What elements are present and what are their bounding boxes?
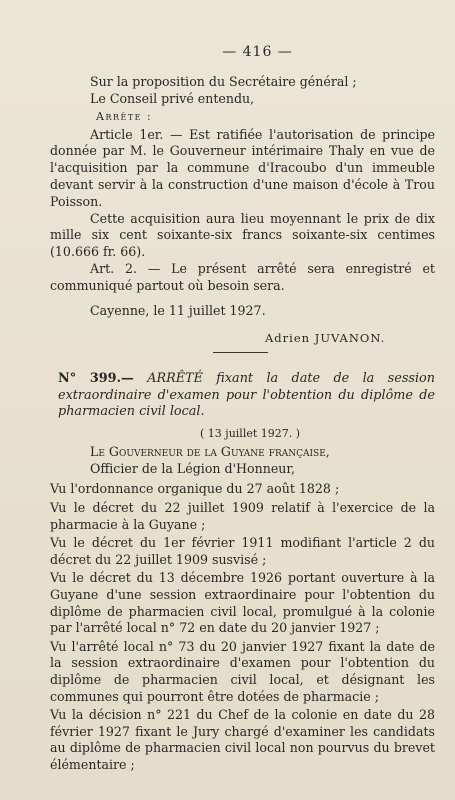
arrete-title: ARRÊTÉ fixant la date de la session extraordinaire d'examen pour l'obtention du diplôme de pharmacien civil local. (58, 371, 435, 420)
arrete-label: Arrête : (96, 109, 153, 123)
section-divider (213, 352, 268, 353)
signature: Adrien JUVANON. (265, 331, 386, 346)
intro-proposition: Sur la proposition du Secrétaire général ; (90, 74, 357, 89)
article-1: Article 1er. — Est ratifiée l'autorisation de principe donnée par M. le Gouverneur intérimaire Thaly en vue de l'acquisition par la commune d'Iracoubo d'un immeuble devant servir à la construction d'une maison d'école à Trou Poisson. (50, 126, 435, 209)
vu-decret-1911: Vu le décret du 1er février 1911 modifiant l'article 2 du décret du 22 juillet 1909 susvisé ; (50, 535, 435, 567)
vu-decret-1926: Vu le décret du 13 décembre 1926 portant ouverture à la Guyane d'une session extraordinaire pour l'obtention du diplôme de pharmacien civil local, promulgué à la colonie par l'arrêté local n° 72 en date du 20 janvier 1927 ; (50, 570, 435, 636)
governor-honour: Officier de la Légion d'Honneur, (90, 460, 296, 476)
arrete-date: ( 13 juillet 1927. ) (200, 426, 301, 440)
vu-decision-221: Vu la décision n° 221 du Chef de la colonie en date du 28 février 1927 fixant le Jury chargé d'examiner les candidats au diplôme de pharmacien civil local non pourvus du brevet élémentaire ; (50, 707, 435, 772)
arrete-399-heading (50, 371, 435, 421)
vu-decret-1909: Vu le décret du 22 juillet 1909 relatif à l'exercice de la pharmacie à la Guyane ; (50, 500, 435, 532)
vu-ordonnance: Vu l'ordonnance organique du 27 août 1828 ; (50, 481, 340, 497)
place-date: Cayenne, le 11 juillet 1927. (90, 302, 266, 318)
intro-conseil: Le Conseil privé entendu, (90, 90, 255, 106)
page-number: — 416 — (222, 44, 293, 60)
arrete-number: N° 399.— (58, 371, 134, 387)
acquisition-price: Cette acquisition aura lieu moyennant le prix de dix mille six cent soixante-six francs soixante-six centimes (10.666 fr. 66). (50, 210, 435, 260)
governor-title: Le Gouverneur de la Guyane française, (90, 443, 330, 459)
article-2: Art. 2. — Le présent arrêté sera enregistré et communiqué partout où besoin sera. (50, 260, 435, 293)
vu-arrete-73: Vu l'arrêté local n° 73 du 20 janvier 1927 fixant la date de la session extraordinaire d'examen pour l'obtention du diplôme de pharmacien civil local, et désignant les communes qui pourront être dotées de pharmacie ; (50, 638, 435, 704)
